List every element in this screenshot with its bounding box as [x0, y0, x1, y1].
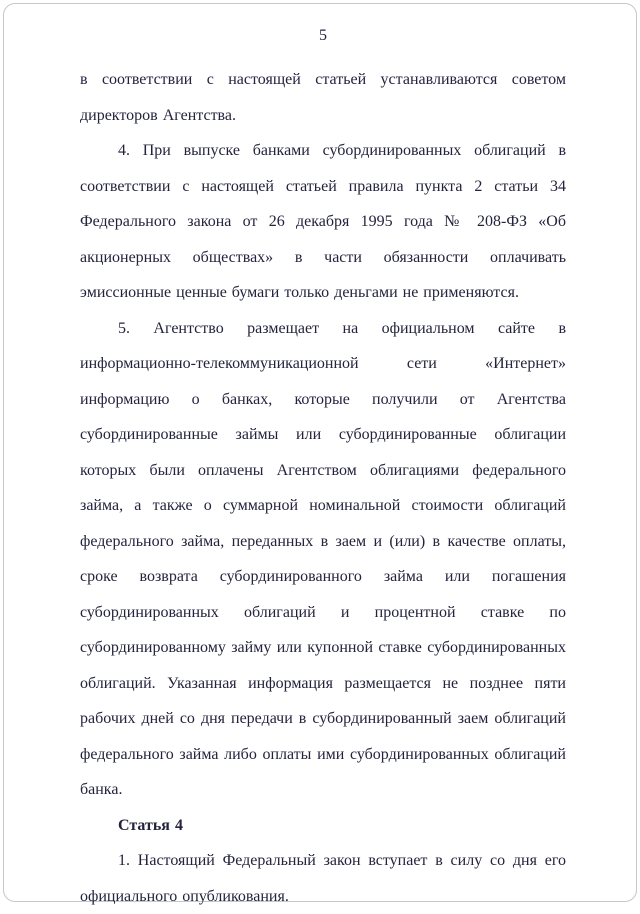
paragraph-item-4: 4. При выпуске банками субординированных облигаций в соответствии с настоящей статьей правила пункта 2 статьи 34 Федерального закона от 26 декабря 1995 года № 208-ФЗ «Об акционерных обществах» в части обязанности оплачивать эмиссионные ценные бумаги только деньгами не применяются. — [80, 142, 566, 301]
paragraph-article4-item-1: 1. Настоящий Федеральный закон вступает в силу со дня его официального опубликования. — [80, 852, 566, 905]
paragraph-continuation: в соответствии с настоящей статьей устанавливаются советом директоров Агентства. — [80, 71, 566, 124]
page-number: 5 — [319, 27, 327, 44]
document-body — [80, 62, 566, 914]
paragraph-item-5: 5. Агентство размещает на официальном сайте в информационно-телекоммуникационной сети «Интернет» информацию о банках, которые получили от Агентства субординированные займы или субординированные облигации которых были оплачены Агентством облигациями федерального займа, а также о суммарной номинальной стоимости облигаций федерального займа, переданных в заем и (или) в качестве оплаты, сроке возврата субординированного займа или погашения субординированных облигаций и процентной ставке по субординированному займу или купонной ставке субординированных облигаций. Указанная информация размещается не позднее пяти рабочих дней со дня передачи в субординированный заем облигаций федерального займа либо оплаты ими субординированных облигаций банка. — [80, 319, 566, 798]
section-heading-article-4: Статья 4 — [118, 816, 183, 834]
